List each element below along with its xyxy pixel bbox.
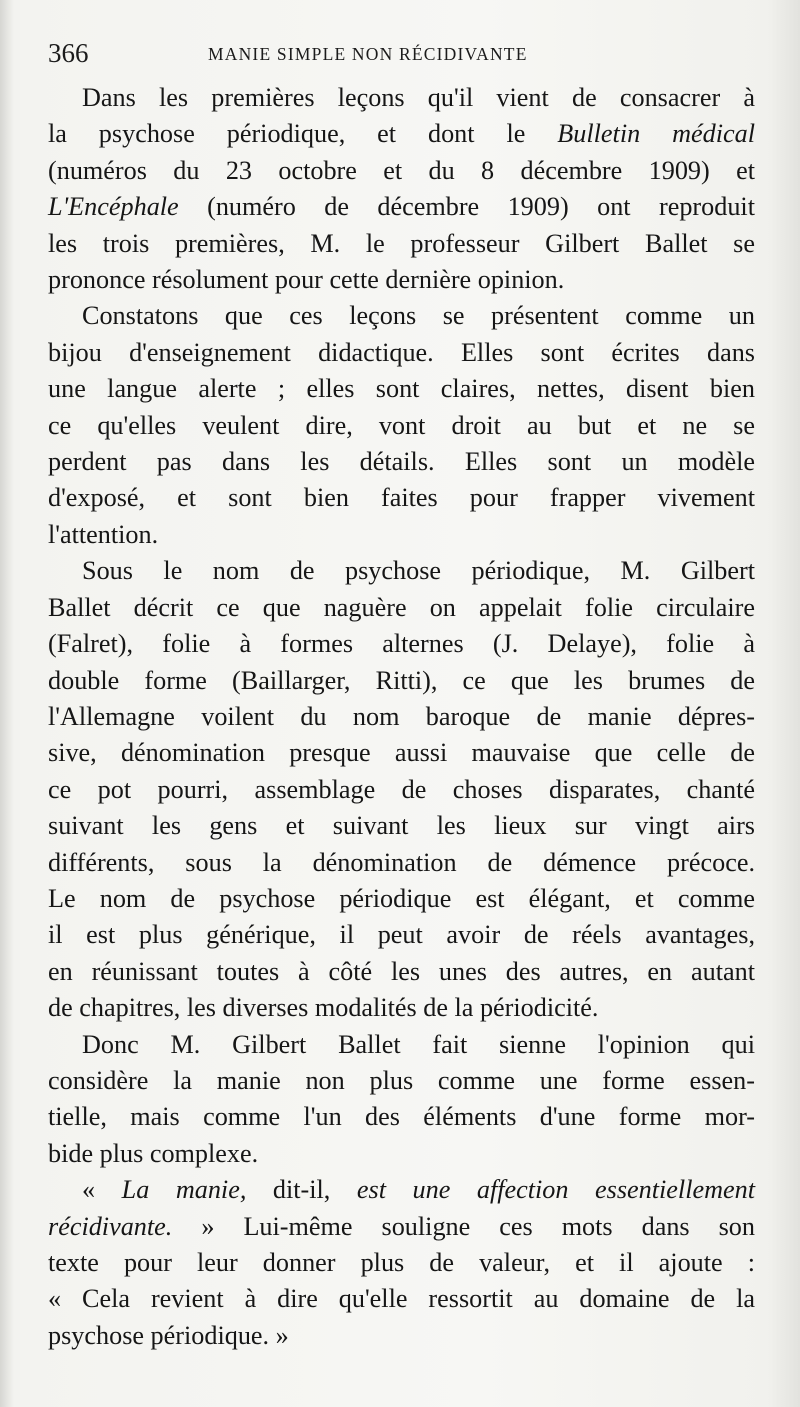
text-line: [48, 1172, 755, 1208]
text-line-part: dit-il,: [246, 1175, 357, 1205]
text-line: ce qu'elles veulent dire, vont droit au but et ne se: [48, 410, 755, 440]
quote-italic: récidivante.: [48, 1211, 173, 1241]
chapter-title: MANIE SIMPLE NON RÉCIDIVANTE: [208, 44, 528, 64]
paragraph-3: [48, 553, 755, 1026]
text-line: l'attention.: [48, 519, 159, 549]
text-line: Le nom de psychose périodique est élégant, et comme: [48, 883, 755, 913]
text-line: une langue alerte ; elles sont claires, nettes, disent bien: [48, 374, 755, 404]
text-line: [48, 1209, 755, 1245]
text-line: texte pour leur donner plus de valeur, et il ajoute :: [48, 1248, 755, 1277]
text-line: [48, 189, 755, 225]
text-line: [48, 116, 755, 152]
quote-italic: La manie,: [121, 1175, 247, 1205]
text-line: l'Allemagne voilent du nom baroque de manie dépres-: [48, 701, 755, 731]
text-line: double forme (Baillarger, Ritti), ce que les brumes de: [48, 665, 755, 695]
text-line: « Cela revient à dire qu'elle ressortit au domaine de la: [48, 1284, 755, 1314]
text-line: Donc M. Gilbert Ballet fait sienne l'opinion qui: [82, 1029, 755, 1059]
body-text: [48, 80, 755, 1354]
running-head: [48, 36, 756, 76]
text-line: en réunissant toutes à côté les unes des autres, en autant: [48, 956, 755, 986]
text-line: Sous le nom de psychose périodique, M. Gilbert: [82, 556, 755, 586]
text-line: (Falret), folie à formes alternes (J. Delaye), folie à: [48, 629, 755, 659]
text-line: sive, dénomination presque aussi mauvaise que celle de: [48, 738, 755, 768]
text-line: suivant les gens et suivant les lieux sur vingt airs: [48, 811, 755, 841]
text-line: bijou d'enseignement didactique. Elles sont écrites dans: [48, 337, 755, 367]
text-line-part: (numéro de décembre 1909) ont reproduit: [178, 192, 755, 222]
text-line: (numéros du 23 octobre et du 8 décembre 1909) et: [48, 155, 755, 185]
text-line: différents, sous la dénomination de démence précoce.: [48, 847, 755, 877]
text-line: Constatons que ces leçons se présentent comme un: [82, 301, 755, 331]
text-line: considère la manie non plus comme une forme essen-: [48, 1065, 755, 1095]
page-number: 366: [48, 38, 89, 68]
paragraph-5: [48, 1172, 755, 1354]
text-line: perdent pas dans les détails. Elles sont un modèle: [48, 447, 755, 477]
text-line-part: «: [82, 1175, 122, 1205]
text-line: d'exposé, et sont bien faites pour frapper vivement: [48, 483, 755, 513]
text-line: il est plus générique, il peut avoir de réels avantages,: [48, 920, 755, 950]
text-line: Ballet décrit ce que naguère on appelait folie circulaire: [48, 592, 755, 622]
text-line: ce pot pourri, assemblage de choses disparates, chanté: [48, 774, 755, 804]
text-line: prononce résolument pour cette dernière opinion.: [48, 265, 565, 295]
text-line-part: la psychose périodique, et dont le: [48, 119, 558, 149]
text-line-part: » Lui-même souligne ces mots dans son: [172, 1211, 755, 1241]
text-line: bide plus complexe.: [48, 1138, 259, 1168]
paragraph-4: [48, 1027, 755, 1173]
paragraph-2: [48, 298, 755, 553]
journal-title: Bulletin médical: [557, 119, 756, 149]
text-line: psychose périodique. »: [48, 1320, 289, 1350]
quote-italic: est une affection essentiellement: [356, 1175, 755, 1205]
text-line: tielle, mais comme l'un des éléments d'une forme mor-: [48, 1102, 755, 1132]
text-line: Dans les premières leçons qu'il vient de consacrer à: [82, 83, 755, 112]
paragraph-1: [48, 80, 755, 298]
text-line: de chapitres, les diverses modalités de la périodicité.: [48, 993, 599, 1023]
text-line: les trois premières, M. le professeur Gilbert Ballet se: [48, 228, 755, 258]
journal-title: L'Encéphale: [48, 192, 179, 222]
